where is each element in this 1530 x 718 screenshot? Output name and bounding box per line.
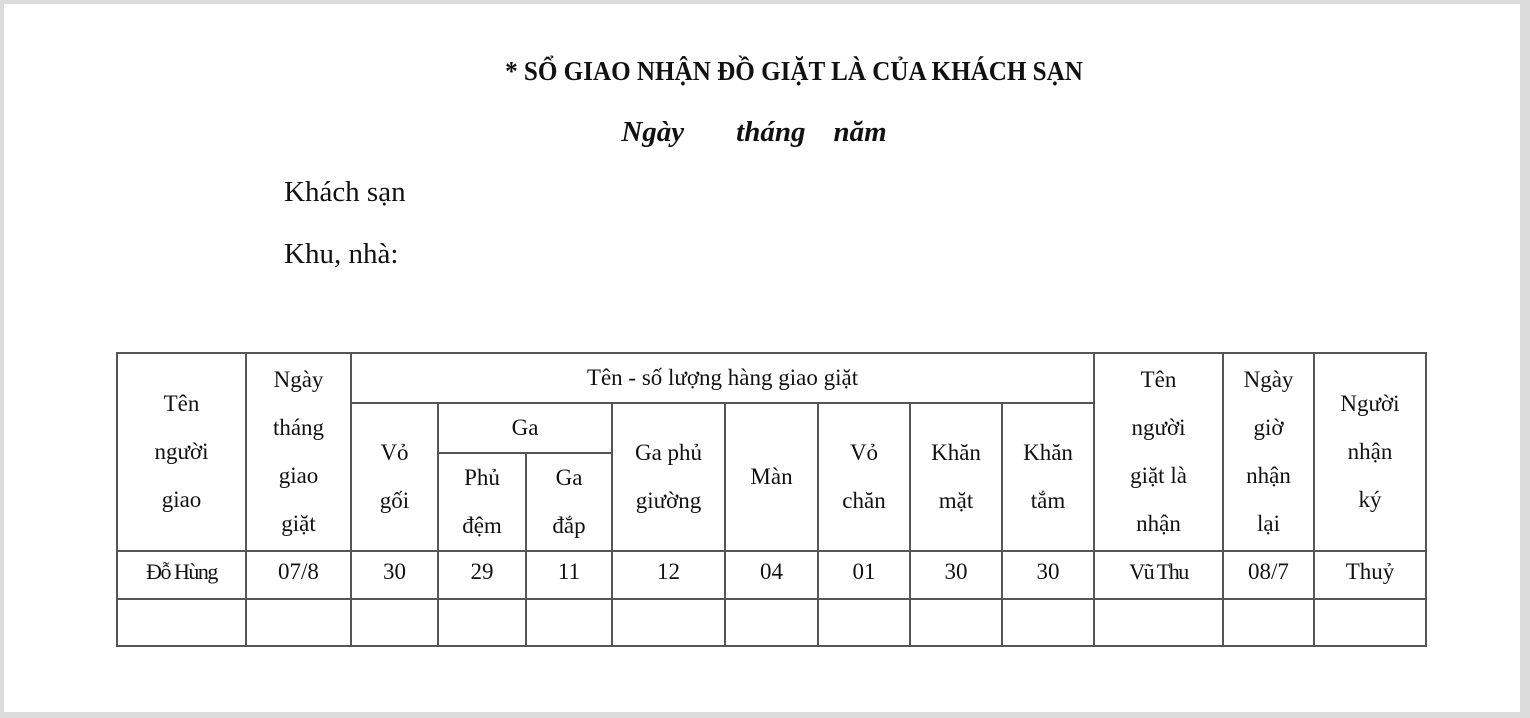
document-title: * SỔ GIAO NHẬN ĐỒ GIẶT LÀ CỦA KHÁCH SẠN bbox=[505, 56, 1083, 86]
cell-bed-cover: 12 bbox=[612, 551, 725, 599]
laundry-ledger-table bbox=[116, 352, 1427, 647]
cell-duvet-cover: 01 bbox=[818, 551, 910, 599]
header-mattress-cover: Phủ đệm bbox=[438, 453, 526, 551]
cell-pillowcase: 30 bbox=[351, 551, 438, 599]
header-sheet-group: Ga bbox=[438, 403, 612, 453]
header-receiver-signature: Người nhận ký bbox=[1314, 353, 1426, 551]
cell-return-datetime bbox=[1223, 599, 1314, 646]
cell-face-towel bbox=[910, 599, 1002, 646]
day-label: Ngày bbox=[621, 116, 685, 148]
document-page bbox=[4, 4, 1520, 712]
date-line bbox=[4, 116, 1504, 149]
cell-receiver-signature bbox=[1314, 599, 1426, 646]
hotel-field-label: Khách sạn bbox=[284, 176, 406, 208]
header-face-towel: Khăn mặt bbox=[910, 403, 1002, 551]
header-return-datetime: Ngày giờ nhận lại bbox=[1223, 353, 1314, 551]
header-delivery-date: Ngày tháng giao giặt bbox=[246, 353, 351, 551]
cell-mosquito-net bbox=[725, 599, 818, 646]
cell-mattress-cover bbox=[438, 599, 526, 646]
cell-bath-towel bbox=[1002, 599, 1094, 646]
area-field-label: Khu, nhà: bbox=[284, 238, 399, 270]
header-deliverer-name: Tên người giao bbox=[117, 353, 246, 551]
header-row-1 bbox=[117, 353, 1426, 403]
cell-deliverer-name bbox=[117, 599, 246, 646]
cell-bath-towel: 30 bbox=[1002, 551, 1094, 599]
year-label: năm bbox=[833, 116, 887, 148]
cell-delivery-date: 07/8 bbox=[246, 551, 351, 599]
cell-mosquito-net: 04 bbox=[725, 551, 818, 599]
header-fitted-sheet: Ga đắp bbox=[526, 453, 612, 551]
cell-deliverer-name: Đỗ Hùng bbox=[117, 551, 246, 599]
cell-fitted-sheet: 11 bbox=[526, 551, 612, 599]
table-row bbox=[117, 599, 1426, 646]
cell-bed-cover bbox=[612, 599, 725, 646]
cell-fitted-sheet bbox=[526, 599, 612, 646]
header-duvet-cover: Vỏ chăn bbox=[818, 403, 910, 551]
cell-face-towel: 30 bbox=[910, 551, 1002, 599]
table-row bbox=[117, 551, 1426, 599]
cell-duvet-cover bbox=[818, 599, 910, 646]
header-launderer-name: Tên người giặt là nhận bbox=[1094, 353, 1223, 551]
cell-return-datetime: 08/7 bbox=[1223, 551, 1314, 599]
month-label: tháng bbox=[736, 116, 806, 148]
cell-launderer-name: Vũ Thu bbox=[1094, 551, 1223, 599]
header-bed-cover: Ga phủ giường bbox=[612, 403, 725, 551]
cell-mattress-cover: 29 bbox=[438, 551, 526, 599]
header-mosquito-net: Màn bbox=[725, 403, 818, 551]
header-pillowcase: Vỏ gối bbox=[351, 403, 438, 551]
header-bath-towel: Khăn tắm bbox=[1002, 403, 1094, 551]
cell-receiver-signature: Thuỷ bbox=[1314, 551, 1426, 599]
cell-pillowcase bbox=[351, 599, 438, 646]
header-items-group: Tên - số lượng hàng giao giặt bbox=[351, 353, 1094, 403]
cell-delivery-date bbox=[246, 599, 351, 646]
cell-launderer-name bbox=[1094, 599, 1223, 646]
